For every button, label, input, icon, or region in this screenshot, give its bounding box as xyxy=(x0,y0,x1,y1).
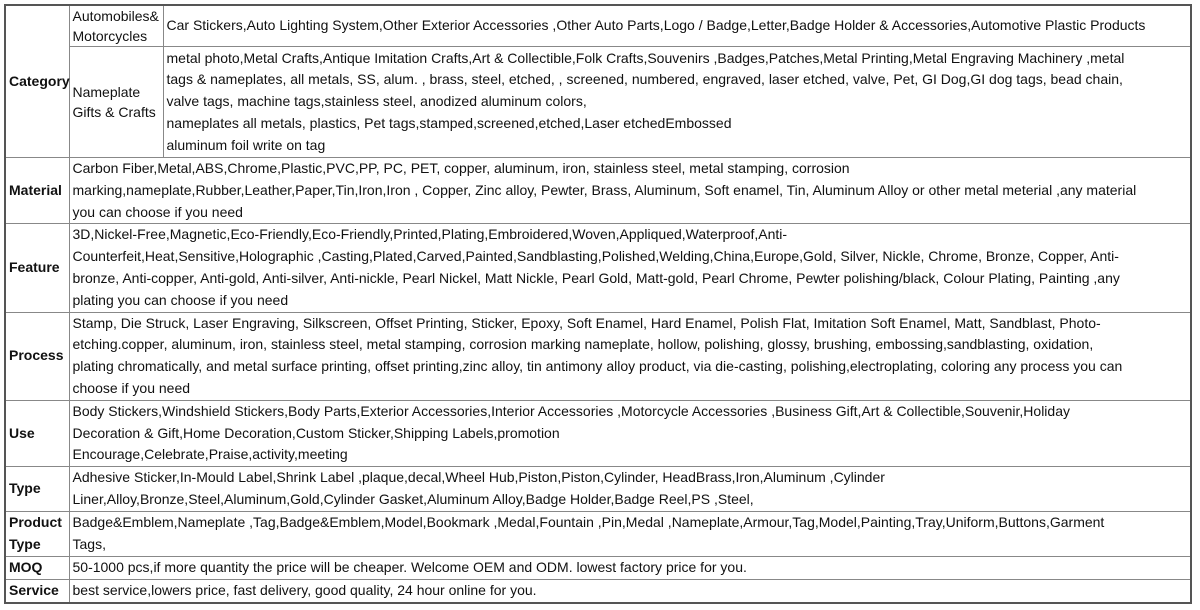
text-line: Badge&Emblem,Nameplate ,Tag,Badge&Emblem,Model,Bookmark ,Medal,Fountain ,Pin,Medal ,Nameplate,Armour,Tag,Model,Painting,Tray,Uniform,Buttons,Garment xyxy=(72,514,1105,531)
text-line: Counterfeit,Heat,Sensitive,Holographic ,Casting,Plated,Carved,Painted,Sandblasting,Polished,Welding,China,Europe,Gold, Silver, Nickle, Chrome, Bronze, Copper, Anti- xyxy=(72,248,1119,265)
table-row xyxy=(5,556,1191,579)
text-line: Encourage,Celebrate,Praise,activity,meeting xyxy=(72,446,348,463)
text-line: Automobiles& xyxy=(72,8,159,24)
row-label-moq: MOQ xyxy=(5,556,69,579)
text-line: Type xyxy=(9,535,41,552)
row-label-process: Process xyxy=(5,312,69,400)
text-line: you can choose if you need xyxy=(72,203,243,220)
text-line: Car Stickers,Auto Lighting System,Other Exterior Accessories ,Other Auto Parts,Logo / Badge,Letter,Badge Holder & Accessories,Automotive Plastic Products xyxy=(166,17,1146,34)
table-row xyxy=(5,224,1191,312)
table-row xyxy=(5,5,1191,47)
text-line: choose if you need xyxy=(72,379,191,396)
text-line: bronze, Anti-copper, Anti-gold, Anti-silver, Anti-nickle, Pearl Nickel, Matt Nickle, Pearl Gold, Matt-gold, Pearl Chrome, Pewter polishing/black, Colour Plating, Painting ,any xyxy=(72,269,1120,286)
text-line: Gifts & Crafts xyxy=(72,104,156,120)
text-line: Body Stickers,Windshield Stickers,Body Parts,Exterior Accessories,Interior Accessories ,Motorcycle Accessories ,Business Gift,Art & Collectible,Souvenir,Holiday xyxy=(72,402,1070,419)
cell-use xyxy=(69,400,1191,466)
table-row xyxy=(5,579,1191,603)
text-line: etching.copper, aluminum, iron, stainless steel, metal stamping, corrosion marking nameplate, hollow, polishing, glossy, brushing, embossing,sandblasting, oxidation, xyxy=(72,336,1094,353)
row-label-use: Use xyxy=(5,400,69,466)
text-line: Decoration & Gift,Home Decoration,Custom Sticker,Shipping Labels,promotion xyxy=(72,424,560,441)
row-label-material: Material xyxy=(5,158,69,224)
row-label-category: Category xyxy=(5,5,69,158)
table-row xyxy=(5,158,1191,224)
text-line: Motorcycles xyxy=(72,28,148,44)
text-line: Tags, xyxy=(72,535,106,552)
text-line: metal photo,Metal Crafts,Antique Imitation Crafts,Art & Collectible,Folk Crafts,Souvenirs ,Badges,Patches,Metal Printing,Metal Engraving Machinery ,metal xyxy=(166,49,1125,66)
cell-product-type xyxy=(69,512,1191,557)
text-line: Carbon Fiber,Metal,ABS,Chrome,Plastic,PVC,PP, PC, PET, copper, aluminum, iron, stainless steel, metal stamping, corrosion xyxy=(72,160,850,176)
cell-service xyxy=(69,579,1191,603)
text-line: Nameplate xyxy=(72,84,141,100)
table-row xyxy=(5,512,1191,557)
text-line: 50-1000 pcs,if more quantity the price will be cheaper. Welcome OEM and ODM. lowest factory price for you. xyxy=(72,558,747,575)
table-row xyxy=(5,47,1191,158)
text-line: aluminum foil write on tag xyxy=(166,136,326,153)
cell-nameplate xyxy=(163,47,1191,158)
text-line: plating you can choose if you need xyxy=(72,291,289,308)
text-line: Liner,Alloy,Bronze,Steel,Aluminum,Gold,Cylinder Gasket,Aluminum Alloy,Badge Holder,Badge Reel,PS ,Steel, xyxy=(72,491,754,508)
text-line: marking,nameplate,Rubber,Leather,Paper,Tin,Iron,Iron , Copper, Zinc alloy, Pewter, Brass, Aluminum, Soft enamel, Tin, Aluminum Alloy or other metal meterial ,any material xyxy=(72,181,1137,198)
product-spec-table xyxy=(4,4,1192,604)
cell-type xyxy=(69,467,1191,512)
sub-label-automobiles xyxy=(69,5,163,47)
row-label-product-type xyxy=(5,512,69,557)
text-line: tags & nameplates, all metals, SS, alum. , brass, steel, etched, , screened, numbered, engraved, laser etched, valve, Pet, GI Dog,GI dog tags, bead chain, xyxy=(166,71,1123,88)
row-label-type: Type xyxy=(5,467,69,512)
cell-automobiles xyxy=(163,5,1191,47)
row-label-service: Service xyxy=(5,579,69,603)
text-line: plating chromatically, and metal surface printing, offset printing,zinc alloy, tin antimony alloy product, via die-casting, polishing,electroplating, coloring any process you can xyxy=(72,358,1123,375)
text-line: Product xyxy=(9,514,62,531)
row-label-feature: Feature xyxy=(5,224,69,312)
cell-moq xyxy=(69,556,1191,579)
text-line: Stamp, Die Struck, Laser Engraving, Silkscreen, Offset Printing, Sticker, Epoxy, Soft Enamel, Hard Enamel, Polish Flat, Imitation Soft Enamel, Matt, Sandblast, Photo- xyxy=(72,314,1101,331)
table-row xyxy=(5,400,1191,466)
cell-feature xyxy=(69,224,1191,312)
text-line: nameplates all metals, plastics, Pet tags,stamped,screened,etched,Laser etchedEmbossed xyxy=(166,114,732,131)
text-line: best service,lowers price, fast delivery, good quality, 24 hour online for you. xyxy=(72,581,537,598)
text-line: 3D,Nickel-Free,Magnetic,Eco-Friendly,Eco-Friendly,Printed,Plating,Embroidered,Woven,Appliqued,Waterproof,Anti- xyxy=(72,226,788,243)
table-row xyxy=(5,312,1191,400)
text-line: Adhesive Sticker,In-Mould Label,Shrink Label ,plaque,decal,Wheel Hub,Piston,Piston,Cylinder, HeadBrass,Iron,Aluminum ,Cylinder xyxy=(72,469,885,486)
cell-process xyxy=(69,312,1191,400)
cell-material xyxy=(69,158,1191,224)
sub-label-nameplate xyxy=(69,47,163,158)
text-line: valve tags, machine tags,stainless steel, anodized aluminum colors, xyxy=(166,93,587,110)
table-row xyxy=(5,467,1191,512)
